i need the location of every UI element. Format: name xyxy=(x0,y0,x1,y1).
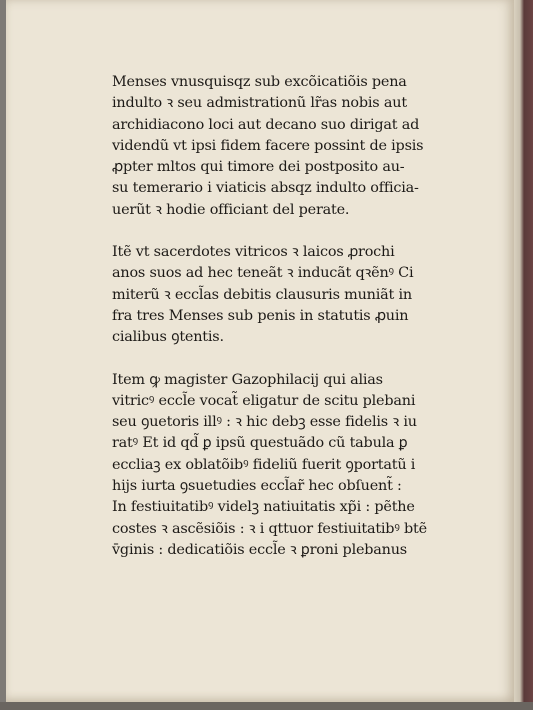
paragraph xyxy=(112,370,452,562)
text-line: videndũ vt ipsi fidem facere possint de ipsis xyxy=(112,137,424,154)
text-line: eccliaꝫ ex oblatõibꝰ fideliũ fuerit ꝯportatũ i xyxy=(112,456,416,473)
text-line: archidiacono loci aut decano suo dirigat ad xyxy=(112,116,420,133)
text-line: ratꝰ Et id qd̃ ꝑ ipsũ questuãdo cũ tabula ꝑ xyxy=(112,435,408,452)
scan-bottom-strip xyxy=(0,702,533,710)
text-line: ꝓpter mltos qui timore dei postposito au- xyxy=(112,159,405,176)
text-line: In festiuitatibꝰ videlꝫ natiuitatis xp̃i : pẽthe xyxy=(112,499,415,516)
text-line: Menses vnusquisqz sub excõicatiõis pena xyxy=(112,74,407,90)
text-line: vitricꝰ eccl̃e vocat̃ eligatur de scitu plebani xyxy=(112,392,416,409)
text-line: su temerario i viaticis absqz indulto officia- xyxy=(112,180,419,197)
text-line: fra tres Menses sub penis in statutis ꝓuin xyxy=(112,307,409,324)
paragraph xyxy=(112,72,452,221)
page-edge xyxy=(514,0,533,710)
text-line: Itẽ vt sacerdotes vitricos ꝛ laicos ꝓrochi xyxy=(112,244,395,261)
text-block xyxy=(112,72,452,561)
paragraph xyxy=(112,242,452,348)
text-line: anos suos ad hec teneãt ꝛ inducãt qꝛẽnꝰ Ci xyxy=(112,265,414,282)
text-line: seu ꝯuetoris illꝰ : ꝛ hic debꝫ esse fidelis ꝛ iu xyxy=(112,414,417,431)
text-line: miterũ ꝛ eccl̃as debitis clausuris muniãt in xyxy=(112,286,412,303)
text-line: hijs iurta ꝯsuetudies eccl̃ar̃ hec obſuent̃ : xyxy=(112,478,402,495)
text-line: cialibus ꝯtentis. xyxy=(112,329,224,346)
text-line: uerũt ꝛ hodie officiant del perate. xyxy=(112,201,350,218)
text-line: v̄ginis : dedicatiõis eccl̃e ꝛ ꝑroni plebanus xyxy=(112,541,407,558)
text-line: indulto ꝛ seu admistrationũ lr̃as nobis aut xyxy=(112,95,407,112)
text-line: Item ꝙ magister Gazophilacij qui alias xyxy=(112,371,383,388)
text-line: costes ꝛ ascẽsiõis : ꝛ i qttuor festiuitatibꝰ btẽ xyxy=(112,520,427,537)
